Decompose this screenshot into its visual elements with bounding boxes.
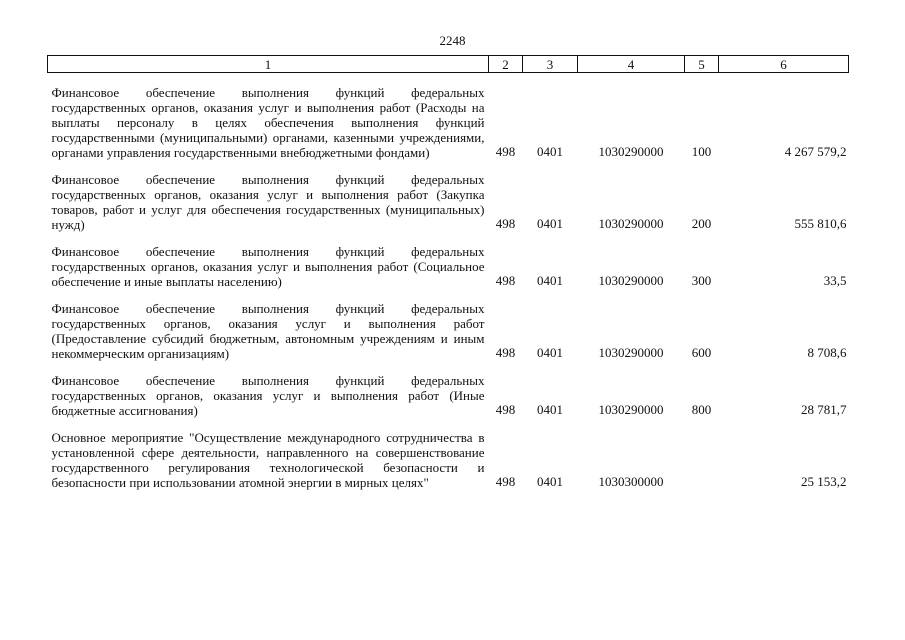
row-ministry: 498	[495, 345, 516, 360]
row-amount: 4 267 579,2	[784, 144, 847, 159]
header-col-5: 5	[685, 56, 719, 73]
row-amount: 28 781,7	[801, 402, 847, 417]
row-expense-type	[685, 418, 719, 490]
row-ministry: 498	[495, 474, 516, 489]
header-col-6: 6	[719, 56, 849, 73]
header-col-2: 2	[489, 56, 523, 73]
row-section: 0401	[537, 216, 563, 231]
row-ministry: 498	[495, 216, 516, 231]
row-section: 0401	[537, 345, 563, 360]
row-amount: 555 810,6	[794, 216, 847, 231]
row-section: 0401	[537, 474, 563, 489]
row-ministry: 498	[495, 273, 516, 288]
table-row	[48, 160, 849, 232]
row-target: 1030290000	[598, 402, 664, 417]
table-row	[48, 289, 849, 361]
row-section: 0401	[537, 273, 563, 288]
row-expense-type: 600	[691, 345, 712, 360]
header-col-1: 1	[48, 56, 489, 73]
row-ministry: 498	[495, 144, 516, 159]
row-target: 1030290000	[598, 144, 664, 159]
table-header	[48, 56, 849, 73]
row-amount: 25 153,2	[801, 474, 847, 489]
row-target: 1030300000	[598, 474, 664, 489]
row-target: 1030290000	[598, 273, 664, 288]
row-ministry: 498	[495, 402, 516, 417]
row-amount: 33,5	[823, 273, 847, 288]
header-row	[48, 56, 849, 73]
row-description: Основное мероприятие "Осуществление международного сотрудничества в установленной сфере деятельности, направленного на совершенствование государственного регулирования технологической безопасности и безопасности при использовании атомной энергии в мирных целях"	[51, 430, 485, 490]
table-row	[48, 418, 849, 490]
budget-table	[47, 55, 849, 490]
row-description: Финансовое обеспечение выполнения функций федеральных государственных органов, оказания услуг и выполнения работ (Предоставление субсидий бюджетным, автономным учреждениям и иным некоммерческим организациям)	[51, 301, 485, 361]
row-target: 1030290000	[598, 216, 664, 231]
row-description: Финансовое обеспечение выполнения функций федеральных государственных органов, оказания услуг и выполнения работ (Закупка товаров, работ и услуг для обеспечения государственных (муниципальных) нужд)	[51, 172, 485, 232]
row-description: Финансовое обеспечение выполнения функций федеральных государственных органов, оказания услуг и выполнения работ (Иные бюджетные ассигнования)	[51, 373, 485, 418]
header-col-3: 3	[523, 56, 578, 73]
row-target: 1030290000	[598, 345, 664, 360]
row-section: 0401	[537, 144, 563, 159]
row-section: 0401	[537, 402, 563, 417]
row-description: Финансовое обеспечение выполнения функций федеральных государственных органов, оказания услуг и выполнения работ (Расходы на выплаты персоналу в целях обеспечения выполнения функций государственными (муниципальными) органами, казенными учреждениями, органами управления государственными внебюджетными фондами)	[51, 85, 485, 160]
row-amount: 8 708,6	[807, 345, 847, 360]
row-expense-type: 800	[691, 402, 712, 417]
page-number: 2248	[439, 33, 466, 48]
row-expense-type: 100	[691, 144, 712, 159]
table-row	[48, 73, 849, 161]
table-row	[48, 232, 849, 289]
table-row	[48, 361, 849, 418]
header-col-4: 4	[578, 56, 685, 73]
row-expense-type: 300	[691, 273, 712, 288]
row-expense-type: 200	[691, 216, 712, 231]
table-body	[48, 73, 849, 491]
row-description: Финансовое обеспечение выполнения функций федеральных государственных органов, оказания услуг и выполнения работ (Социальное обеспечение и иные выплаты населению)	[51, 244, 485, 289]
